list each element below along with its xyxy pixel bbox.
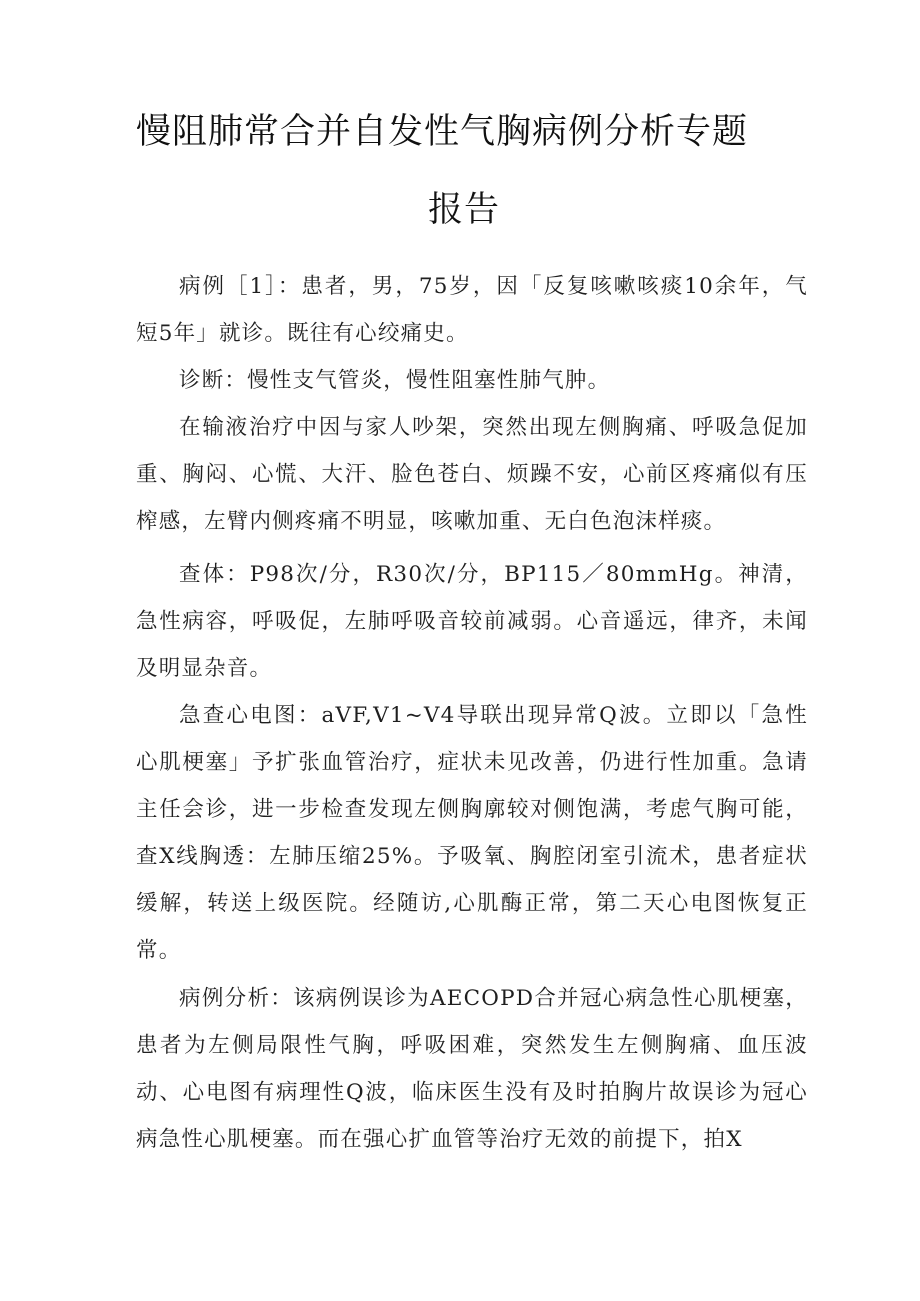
paragraph-diagnosis: 诊断：慢性支气管炎，慢性阻塞性肺气肿。	[179, 368, 611, 393]
paragraph-case-analysis: 病例分析：该病例误诊为AECOPD合并冠心病急性心肌梗塞，患者为左侧局限性气胸，呼吸困难，突然发生左侧胸痛、血压波动、心电图有病理性Q波，临床医生没有及时拍胸片故误诊为冠心病急性心肌梗塞。而在强心扩血管等治疗无效的前提下，拍X	[136, 986, 808, 1152]
document-title-line-2: 报告	[428, 190, 501, 230]
paragraph-case-intro: 病例［1］：患者，男，75岁，因「反复咳嗽咳痰10余年，气短5年」就诊。既往有心绞痛史。	[136, 274, 808, 346]
paragraph-ecg-and-treatment: 急查心电图：aVF,V1~V4导联出现异常Q波。立即以「急性心肌梗塞」予扩张血管治疗，症状未见改善，仍进行性加重。急请主任会诊，进一步检查发现左侧胸廓较对侧饱满，考虑气胸可能，查X线胸透：左肺压缩25%。予吸氧、胸腔闭室引流术，患者症状缓解，转送上级医院。经随访,心肌酶正常，第二天心电图恢复正常。	[136, 703, 808, 963]
paragraph-onset-symptoms: 在输液治疗中因与家人吵架，突然出现左侧胸痛、呼吸急促加重、胸闷、心慌、大汗、脸色苍白、烦躁不安，心前区疼痛似有压榨感，左臂内侧疼痛不明显，咳嗽加重、无白色泡沫样痰。	[136, 415, 808, 534]
document-title-line-1: 慢阻肺常合并自发性气胸病例分析专题	[136, 112, 749, 152]
paragraph-physical-exam: 查体：P98次/分，R30次/分，BP115／80mmHg。神清，急性病容，呼吸促，左肺呼吸音较前减弱。心音遥远，律齐，未闻及明显杂音。	[136, 562, 808, 681]
